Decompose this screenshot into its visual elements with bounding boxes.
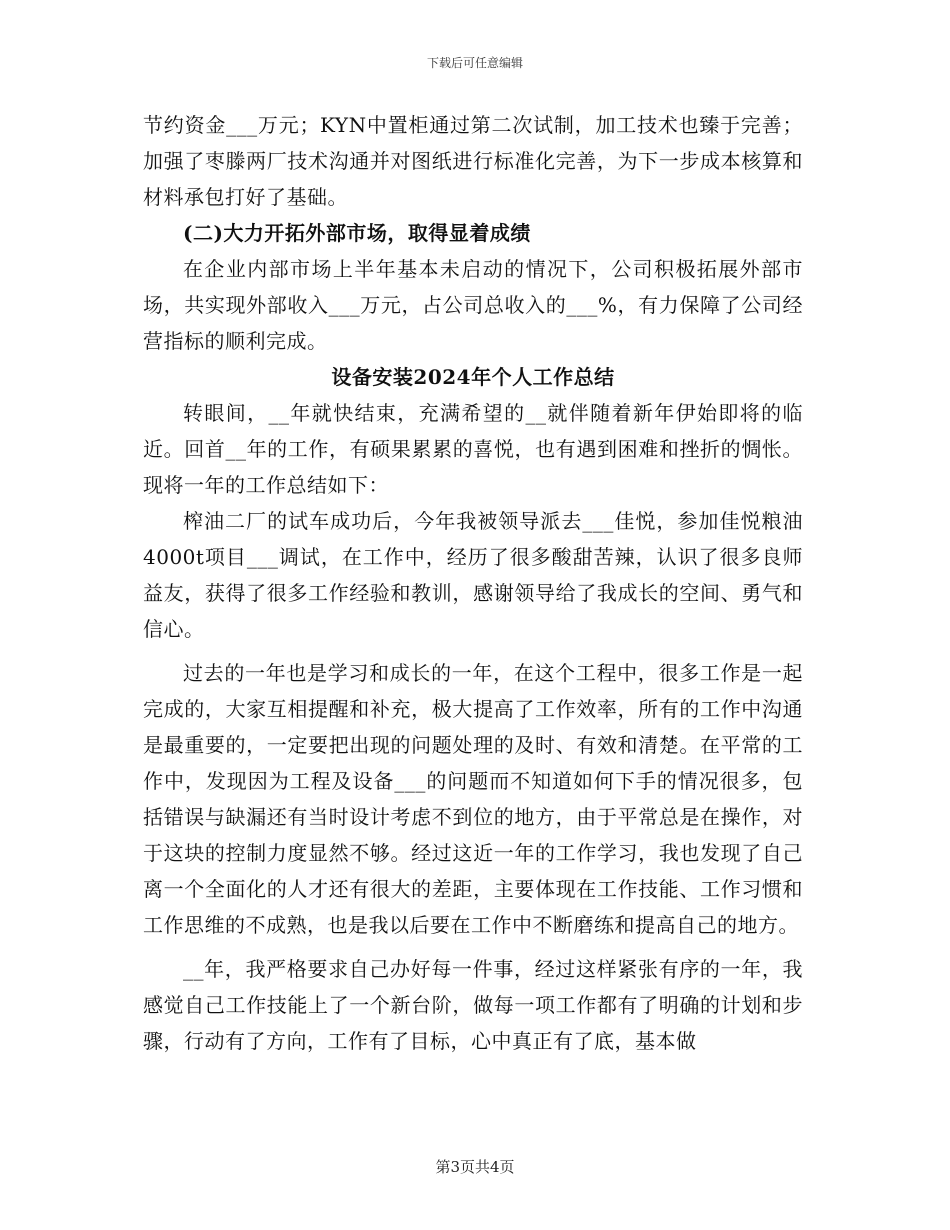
paragraph-intro: 转眼间，__年就快结束，充满希望的__就伴随着新年伊始即将的临近。回首__年的工作，有硕果累累的喜悦，也有遇到困难和挫折的惆怅。现将一年的工作总结如下：: [143, 401, 803, 497]
document-title: 设备安装2024年个人工作总结: [331, 365, 615, 389]
section-heading: (二)大力开拓外部市场，取得显着成绩: [183, 221, 531, 245]
paragraph-external-market: 在企业内部市场上半年基本未启动的情况下，公司积极拓展外部市场，共实现外部收入___万元，占公司总收入的___%，有力保障了公司经营指标的顺利完成。: [143, 257, 803, 353]
paragraph-trial-run: 榨油二厂的试车成功后，今年我被领导派去___佳悦，参加佳悦粮油4000t项目___调试，在工作中，经历了很多酸甜苦辣，认识了很多良师益友，获得了很多工作经验和教训，感谢领导给了我成长的空间、勇气和信心。: [143, 509, 803, 641]
paragraph-continuation: 节约资金___万元；KYN中置柜通过第二次试制，加工技术也臻于完善；加强了枣滕两厂技术沟通并对图纸进行标准化完善，为下一步成本核算和材料承包打好了基础。: [143, 113, 803, 209]
paragraph-learning: 过去的一年也是学习和成长的一年，在这个工程中，很多工作是一起完成的，大家互相提醒和补充，极大提高了工作效率，所有的工作中沟通是最重要的，一定要把出现的问题处理的及时、有效和清楚。在平常的工作中，发现因为工程及设备___的问题而不知道如何下手的情况很多，包括错误与缺漏还有当时设计考虑不到位的地方，由于平常总是在操作，对于这块的控制力度显然不够。经过这近一年的工作学习，我也发现了自己离一个全面化的人才还有很大的差距，主要体现在工作技能、工作习惯和工作思维的不成熟，也是我以后要在工作中不断磨练和提高自己的地方。: [143, 661, 803, 937]
paragraph-strict-requirements: __年，我严格要求自己办好每一件事，经过这样紧张有序的一年，我感觉自己工作技能上了一个新台阶，做每一项工作都有了明确的计划和步骤，行动有了方向，工作有了目标，心中真正有了底，基本做: [143, 957, 803, 1053]
page-footer-number: 第3页共4页: [435, 1158, 515, 1176]
page-header-note: 下载后可任意编辑: [426, 56, 523, 70]
document-body: [143, 107, 803, 1059]
